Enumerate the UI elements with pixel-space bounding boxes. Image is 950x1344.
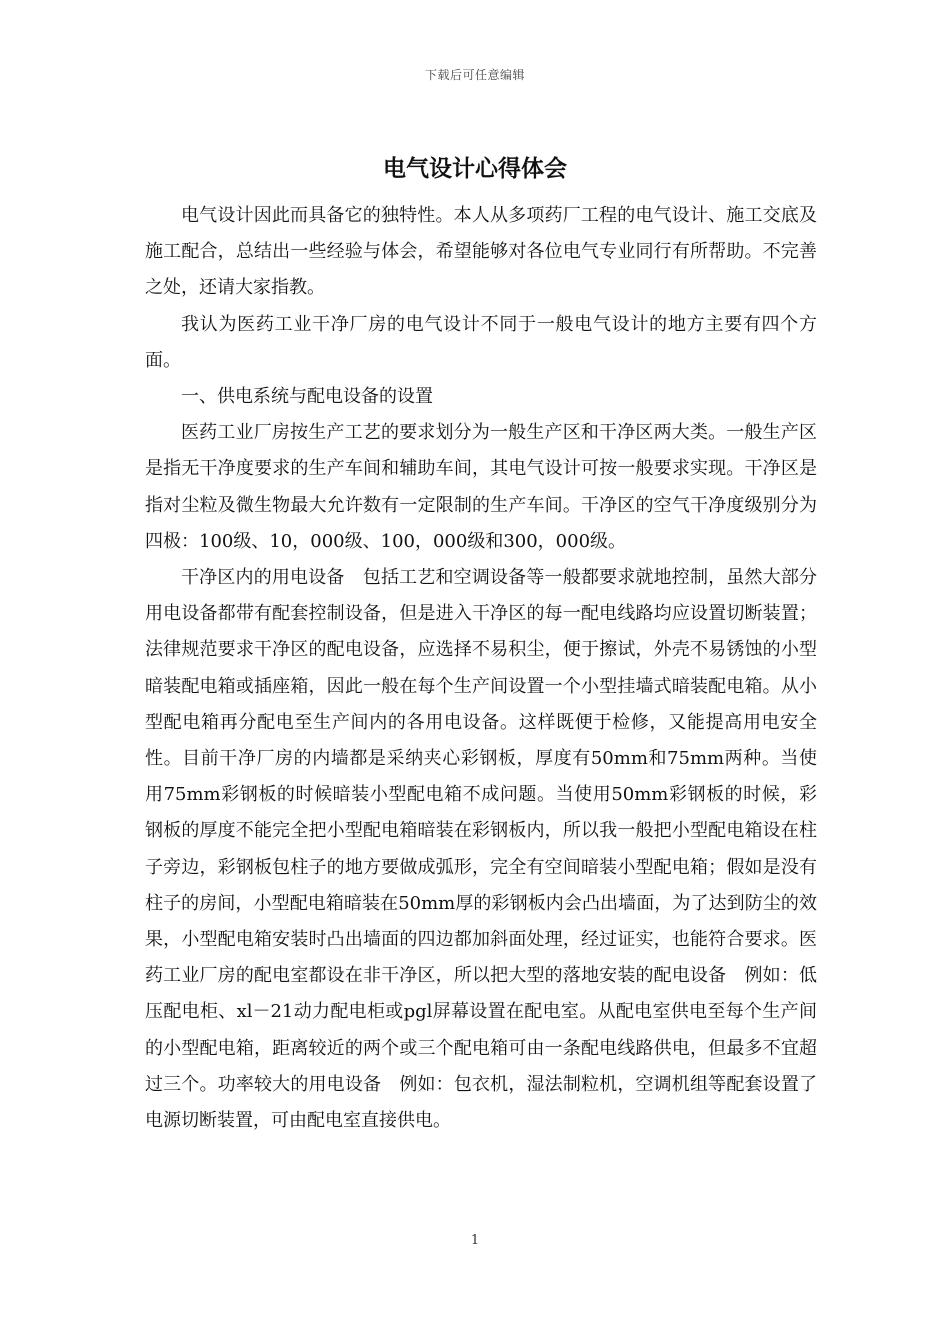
- document-body: [145, 198, 817, 1139]
- paragraph-clean-area-equipment: 干净区内的用电设备 包括工艺和空调设备等一般都要求就地控制，虽然大部分用电设备都带有配套控制设备，但是进入干净区的每一配电线路均应设置切断装置；法律规范要求干净区的配电设备，应选择不易积尘，便于擦试，外壳不易锈蚀的小型暗装配电箱或插座箱，因此一般在每个生产间设置一个小型挂墙式暗装配电箱。从小型配电箱再分配电至生产间内的各用电设备。这样既便于检修，又能提高用电安全性。目前干净厂房的内墙都是采纳夹心彩钢板，厚度有50mm和75mm两种。当使用75mm彩钢板的时候暗装小型配电箱不成问题。当使用50mm彩钢板的时候，彩钢板的厚度不能完全把小型配电箱暗装在彩钢板内，所以我一般把小型配电箱设在柱子旁边，彩钢板包柱子的地方要做成弧形，完全有空间暗装小型配电箱；假如是没有柱子的房间，小型配电箱暗装在50mm厚的彩钢板内会凸出墙面，为了达到防尘的效果，小型配电箱安装时凸出墙面的四边都加斜面处理，经过证实，也能符合要求。医药工业厂房的配电室都设在非干净区，所以把大型的落地安装的配电设备 例如：低压配电柜、xl－21动力配电柜或pgl屏幕设置在配电室。从配电室供电至每个生产间的小型配电箱，距离较近的两个或三个配电箱可由一条配电线路供电，但最多不宜超过三个。功率较大的用电设备 例如：包衣机，湿法制粒机，空调机组等配套设置了电源切断装置，可由配电室直接供电。: [145, 567, 817, 1132]
- header-note: 下载后可任意编辑: [424, 68, 525, 82]
- section-heading-power-supply: 一、供电系统与配电设备的设置: [181, 386, 433, 408]
- paragraph-four-aspects: 我认为医药工业干净厂房的电气设计不同于一般电气设计的地方主要有四个方面。: [145, 313, 817, 371]
- paragraph-intro: 电气设计因此而具备它的独特性。本人从多项药厂工程的电气设计、施工交底及施工配合，总结出一些经验与体会，希望能够对各位电气专业同行有所帮助。不完善之处，还请大家指教。: [145, 205, 817, 299]
- paragraph-zones: 医药工业厂房按生产工艺的要求划分为一般生产区和干净区两大类。一般生产区是指无干净度要求的生产车间和辅助车间，其电气设计可按一般要求实现。干净区是指对尘粒及微生物最大允许数有一定限制的生产车间。干净区的空气干净度级别分为四极：100级、10，000级、100，000级和300，000级。: [145, 422, 817, 552]
- document-title: 电气设计心得体会: [383, 156, 567, 182]
- page-number: 1: [470, 1233, 480, 1248]
